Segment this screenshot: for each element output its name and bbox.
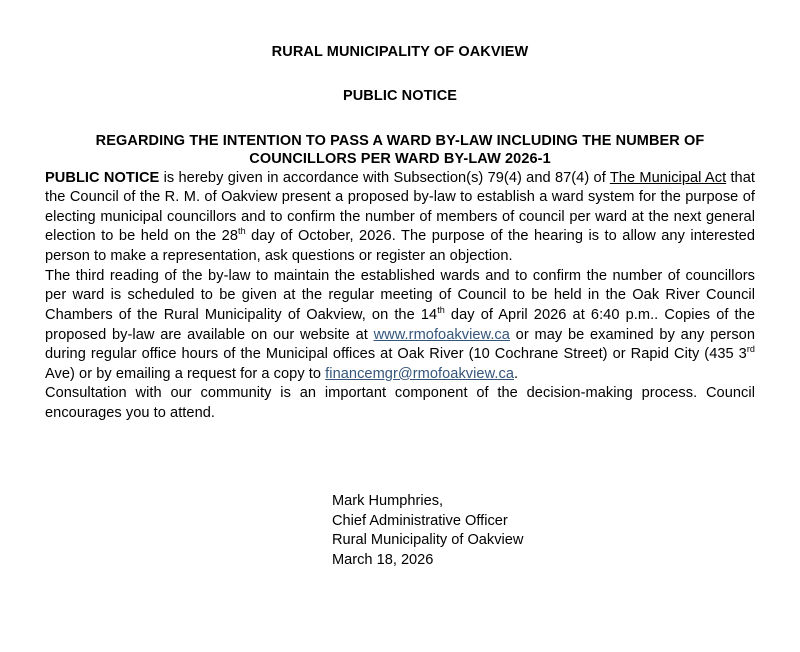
ordinal-suffix-14th: th	[437, 305, 445, 316]
paragraph-1-text-a: is hereby given in accordance with Subsection(s) 79(4) and 87(4) of	[159, 169, 610, 186]
page-title-subject-line-1: REGARDING THE INTENTION TO PASS A WARD BY-LAW INCLUDING THE NUMBER OF	[95, 133, 705, 150]
paragraph-third-reading	[45, 267, 755, 385]
ordinal-suffix-3rd: rd	[746, 344, 755, 355]
paragraph-lead-bold: PUBLIC NOTICE	[45, 169, 160, 186]
paragraph-2-text-e: .	[514, 365, 519, 382]
signature-title: Chief Administrative Officer	[332, 512, 508, 529]
ordinal-suffix-28th: th	[238, 226, 246, 237]
website-link[interactable]: www.rmofoakview.ca	[373, 326, 510, 343]
paragraph-2-text-a: The third reading of the by-law to maintain the established wards and to confirm the number of councillors per ward is scheduled to be given at the regular meeting of Council to be held in the Oak River Council Chambers of the Rural Municipality of Oakview, on the 14	[45, 267, 755, 323]
signature-date: March 18, 2026	[332, 551, 434, 568]
paragraph-2-text-b: day of April 2026 at 6:40 p.m.. Copies of the proposed by-law are available on our website at	[45, 306, 755, 343]
paragraph-2-text-c: or may be examined by any person during regular office hours of the Municipal offices at Oak River (10 Cochrane Street) or Rapid City (435 3	[45, 326, 756, 363]
paragraph-notice-intent	[45, 169, 755, 267]
email-link[interactable]: financemgr@rmofoakview.ca	[325, 365, 515, 382]
paragraph-consultation: Consultation with our community is an important component of the decision-making process. Council encourages you to attend.	[45, 385, 755, 421]
notice-content	[45, 0, 755, 424]
page-title-subject-line-2: COUNCILLORS PER WARD BY-LAW 2026-1	[249, 151, 551, 168]
paragraph-1-text-c: day of October, 2026. The purpose of the hearing is to allow any interested person to make a representation, ask questions or register an objection.	[45, 228, 756, 264]
statute-reference: The Municipal Act	[609, 169, 727, 186]
page-title-organization: RURAL MUNICIPALITY OF OAKVIEW	[271, 44, 529, 60]
page-title-notice-type: PUBLIC NOTICE	[342, 88, 458, 105]
signature-organization: Rural Municipality of Oakview	[332, 532, 524, 549]
paragraph-1-text-b: that the Council of the R. M. of Oakview present a proposed by-law to establish a ward system for the purpose of electing municipal councillors and to confirm the number of members of council per ward at the next general election to be held on the 28	[45, 169, 755, 245]
signature-name: Mark Humphries,	[332, 493, 444, 509]
paragraph-2-text-d: Ave) or by emailing a request for a copy to	[45, 365, 326, 382]
page-title-subject	[45, 132, 755, 168]
signature-block	[332, 492, 523, 570]
